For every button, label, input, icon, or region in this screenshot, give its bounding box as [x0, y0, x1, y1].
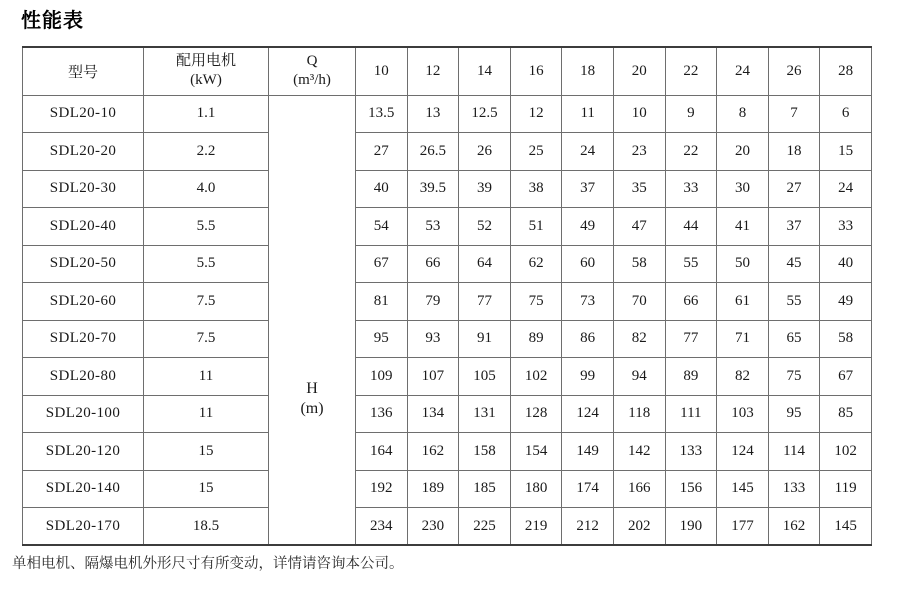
head-value-cell: 190 [665, 508, 717, 546]
head-value-cell: 8 [717, 95, 769, 133]
head-value-cell: 75 [510, 283, 562, 321]
head-value-cell: 27 [768, 170, 820, 208]
table-row [23, 470, 872, 508]
col-header-flow [269, 47, 356, 95]
col-header-model: 型号 [23, 47, 144, 95]
head-value-cell: 134 [407, 395, 459, 433]
head-unit-merged-cell [269, 95, 356, 545]
head-value-cell: 73 [562, 283, 614, 321]
head-value-cell: 12.5 [459, 95, 511, 133]
head-value-cell: 55 [665, 245, 717, 283]
head-value-cell: 26.5 [407, 133, 459, 171]
model-cell: SDL20-60 [23, 283, 144, 321]
table-row [23, 358, 872, 396]
head-value-cell: 81 [356, 283, 408, 321]
footnote: 单相电机、隔爆电机外形尺寸有所变动，详情请咨询本公司。 [12, 556, 404, 572]
head-value-cell: 192 [356, 470, 408, 508]
head-value-cell: 45 [768, 245, 820, 283]
head-value-cell: 202 [613, 508, 665, 546]
head-value-cell: 136 [356, 395, 408, 433]
head-value-cell: 149 [562, 433, 614, 471]
head-value-cell: 22 [665, 133, 717, 171]
head-value-cell: 164 [356, 433, 408, 471]
head-value-cell: 58 [820, 320, 872, 358]
head-value-cell: 11 [562, 95, 614, 133]
head-value-cell: 13.5 [356, 95, 408, 133]
head-value-cell: 185 [459, 470, 511, 508]
head-value-cell: 174 [562, 470, 614, 508]
col-header-flow-symbol: Q [306, 53, 318, 70]
col-header-motor-unit: (kW) [190, 72, 222, 89]
head-value-cell: 13 [407, 95, 459, 133]
head-value-cell: 133 [665, 433, 717, 471]
head-value-cell: 230 [407, 508, 459, 546]
head-value-cell: 7 [768, 95, 820, 133]
head-value-cell: 177 [717, 508, 769, 546]
flow-column-header: 24 [717, 47, 769, 95]
flow-column-header: 20 [613, 47, 665, 95]
head-value-cell: 95 [768, 395, 820, 433]
head-value-cell: 6 [820, 95, 872, 133]
table-row [23, 283, 872, 321]
head-value-cell: 166 [613, 470, 665, 508]
head-value-cell: 49 [562, 208, 614, 246]
head-value-cell: 38 [510, 170, 562, 208]
head-value-cell: 93 [407, 320, 459, 358]
head-value-cell: 82 [613, 320, 665, 358]
head-value-cell: 70 [613, 283, 665, 321]
head-value-cell: 156 [665, 470, 717, 508]
head-value-cell: 162 [407, 433, 459, 471]
head-value-cell: 225 [459, 508, 511, 546]
head-value-cell: 234 [356, 508, 408, 546]
head-value-cell: 39.5 [407, 170, 459, 208]
head-value-cell: 66 [665, 283, 717, 321]
head-value-cell: 67 [356, 245, 408, 283]
head-value-cell: 133 [768, 470, 820, 508]
table-row [23, 133, 872, 171]
head-value-cell: 9 [665, 95, 717, 133]
motor-power-cell: 7.5 [144, 283, 269, 321]
head-value-cell: 103 [717, 395, 769, 433]
head-value-cell: 40 [356, 170, 408, 208]
col-header-flow-unit: (m³/h) [293, 72, 331, 89]
table-row [23, 208, 872, 246]
head-value-cell: 40 [820, 245, 872, 283]
model-cell: SDL20-40 [23, 208, 144, 246]
head-symbol: H [306, 379, 318, 397]
motor-power-cell: 11 [144, 358, 269, 396]
head-value-cell: 91 [459, 320, 511, 358]
head-value-cell: 35 [613, 170, 665, 208]
head-value-cell: 12 [510, 95, 562, 133]
head-value-cell: 50 [717, 245, 769, 283]
header-row [23, 47, 872, 95]
head-value-cell: 131 [459, 395, 511, 433]
head-value-cell: 180 [510, 470, 562, 508]
head-value-cell: 162 [768, 508, 820, 546]
head-value-cell: 33 [820, 208, 872, 246]
head-value-cell: 142 [613, 433, 665, 471]
motor-power-cell: 1.1 [144, 95, 269, 133]
head-value-cell: 54 [356, 208, 408, 246]
head-value-cell: 109 [356, 358, 408, 396]
head-value-cell: 23 [613, 133, 665, 171]
head-value-cell: 219 [510, 508, 562, 546]
head-value-cell: 44 [665, 208, 717, 246]
model-cell: SDL20-100 [23, 395, 144, 433]
head-value-cell: 58 [613, 245, 665, 283]
head-value-cell: 89 [665, 358, 717, 396]
head-value-cell: 20 [717, 133, 769, 171]
table-row [23, 508, 872, 546]
head-value-cell: 55 [768, 283, 820, 321]
flow-column-header: 28 [820, 47, 872, 95]
model-cell: SDL20-140 [23, 470, 144, 508]
head-value-cell: 77 [459, 283, 511, 321]
table-row [23, 320, 872, 358]
flow-column-header: 26 [768, 47, 820, 95]
model-cell: SDL20-30 [23, 170, 144, 208]
head-value-cell: 30 [717, 170, 769, 208]
head-value-cell: 114 [768, 433, 820, 471]
head-value-cell: 105 [459, 358, 511, 396]
head-value-cell: 82 [717, 358, 769, 396]
head-value-cell: 145 [717, 470, 769, 508]
head-value-cell: 145 [820, 508, 872, 546]
model-cell: SDL20-70 [23, 320, 144, 358]
head-value-cell: 37 [562, 170, 614, 208]
head-value-cell: 60 [562, 245, 614, 283]
head-value-cell: 85 [820, 395, 872, 433]
head-value-cell: 158 [459, 433, 511, 471]
table-row [23, 170, 872, 208]
head-value-cell: 65 [768, 320, 820, 358]
motor-power-cell: 11 [144, 395, 269, 433]
head-value-cell: 99 [562, 358, 614, 396]
model-cell: SDL20-10 [23, 95, 144, 133]
head-value-cell: 89 [510, 320, 562, 358]
head-value-cell: 102 [510, 358, 562, 396]
head-value-cell: 24 [820, 170, 872, 208]
flow-column-header: 18 [562, 47, 614, 95]
head-value-cell: 128 [510, 395, 562, 433]
head-unit: (m) [300, 399, 324, 417]
head-value-cell: 79 [407, 283, 459, 321]
flow-column-header: 16 [510, 47, 562, 95]
motor-power-cell: 15 [144, 470, 269, 508]
table-row [23, 95, 872, 133]
head-value-cell: 52 [459, 208, 511, 246]
col-header-motor-name: 配用电机 [175, 53, 236, 70]
table-row [23, 395, 872, 433]
head-value-cell: 124 [562, 395, 614, 433]
head-value-cell: 212 [562, 508, 614, 546]
head-value-cell: 189 [407, 470, 459, 508]
head-value-cell: 15 [820, 133, 872, 171]
head-value-cell: 124 [717, 433, 769, 471]
head-value-cell: 107 [407, 358, 459, 396]
head-value-cell: 71 [717, 320, 769, 358]
motor-power-cell: 5.5 [144, 245, 269, 283]
head-value-cell: 18 [768, 133, 820, 171]
motor-power-cell: 7.5 [144, 320, 269, 358]
table-row [23, 433, 872, 471]
head-value-cell: 66 [407, 245, 459, 283]
head-value-cell: 75 [768, 358, 820, 396]
table-row [23, 245, 872, 283]
head-value-cell: 39 [459, 170, 511, 208]
head-value-cell: 51 [510, 208, 562, 246]
motor-power-cell: 18.5 [144, 508, 269, 546]
head-value-cell: 47 [613, 208, 665, 246]
model-cell: SDL20-50 [23, 245, 144, 283]
model-cell: SDL20-20 [23, 133, 144, 171]
model-cell: SDL20-80 [23, 358, 144, 396]
head-value-cell: 37 [768, 208, 820, 246]
head-value-cell: 77 [665, 320, 717, 358]
motor-power-cell: 4.0 [144, 170, 269, 208]
head-value-cell: 111 [665, 395, 717, 433]
model-cell: SDL20-120 [23, 433, 144, 471]
head-value-cell: 41 [717, 208, 769, 246]
model-cell: SDL20-170 [23, 508, 144, 546]
head-value-cell: 118 [613, 395, 665, 433]
head-value-cell: 26 [459, 133, 511, 171]
flow-column-header: 22 [665, 47, 717, 95]
head-value-cell: 49 [820, 283, 872, 321]
head-value-cell: 27 [356, 133, 408, 171]
head-value-cell: 33 [665, 170, 717, 208]
col-header-motor [144, 47, 269, 95]
head-value-cell: 53 [407, 208, 459, 246]
flow-column-header: 10 [356, 47, 408, 95]
head-value-cell: 10 [613, 95, 665, 133]
head-value-cell: 102 [820, 433, 872, 471]
head-value-cell: 95 [356, 320, 408, 358]
motor-power-cell: 15 [144, 433, 269, 471]
head-value-cell: 24 [562, 133, 614, 171]
head-value-cell: 62 [510, 245, 562, 283]
motor-power-cell: 2.2 [144, 133, 269, 171]
flow-column-header: 12 [407, 47, 459, 95]
head-value-cell: 61 [717, 283, 769, 321]
head-value-cell: 67 [820, 358, 872, 396]
flow-column-header: 14 [459, 47, 511, 95]
head-value-cell: 25 [510, 133, 562, 171]
motor-power-cell: 5.5 [144, 208, 269, 246]
page-title: 性能表 [21, 10, 84, 32]
head-value-cell: 154 [510, 433, 562, 471]
head-value-cell: 119 [820, 470, 872, 508]
head-value-cell: 86 [562, 320, 614, 358]
head-value-cell: 94 [613, 358, 665, 396]
performance-table [22, 46, 872, 546]
head-value-cell: 64 [459, 245, 511, 283]
